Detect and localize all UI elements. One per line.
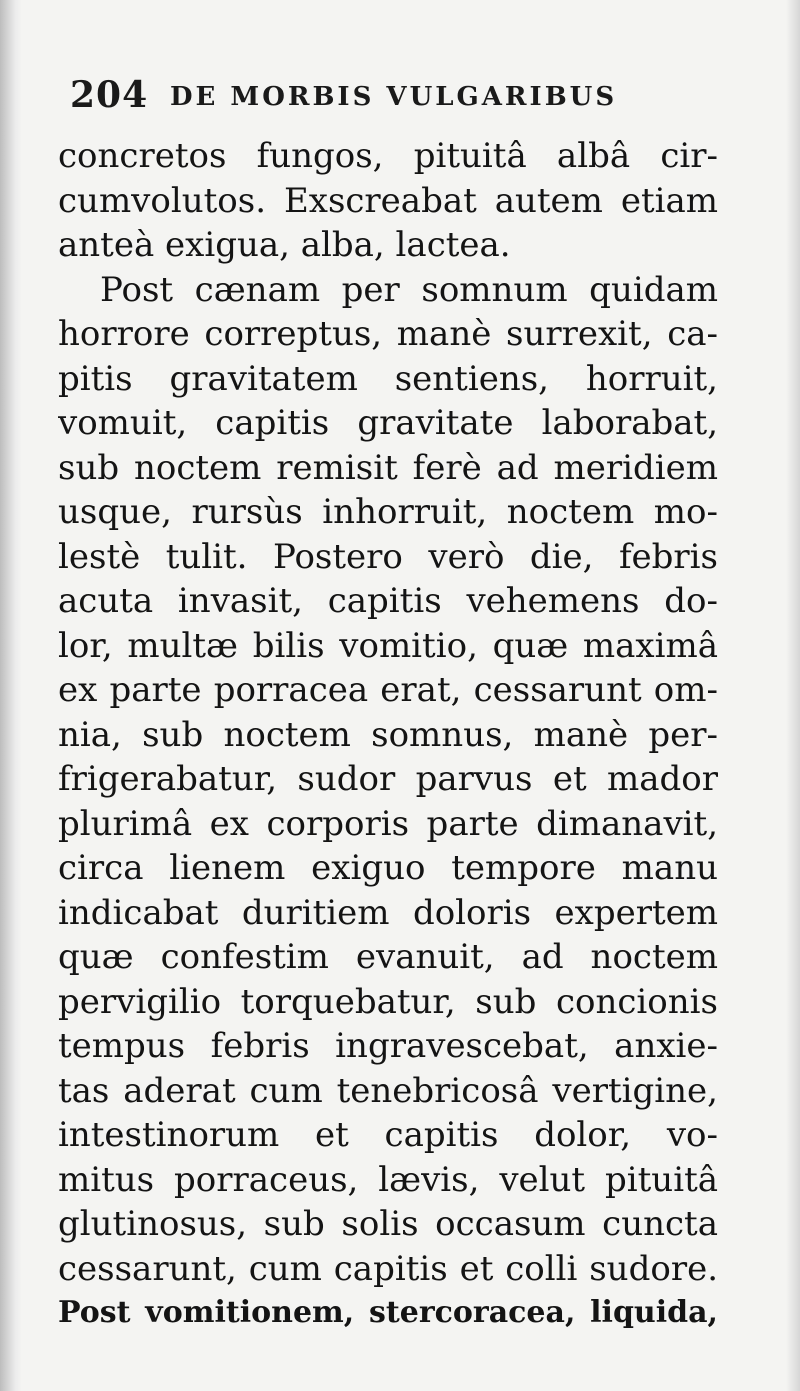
text-line: mitus porraceus, lævis, velut pituitâ — [58, 1159, 718, 1200]
binding-shadow — [0, 0, 22, 1391]
text-line: vomuit, capitis gravitate laborabat, — [58, 403, 718, 443]
text-line: pervigilio torquebatur, sub concionis — [58, 981, 718, 1022]
running-head: DE MORBIS VULGARIBUS — [170, 82, 618, 112]
text-line: sub noctem remisit ferè ad meridiem — [58, 447, 718, 488]
text-line: frigerabatur, sudor parvus et mador — [58, 759, 718, 799]
text-line: ex parte porracea erat, cessarunt om- — [58, 670, 718, 710]
text-line: cumvolutos. Exscreabat autem etiam — [58, 180, 718, 221]
body-text — [58, 134, 718, 1336]
text-line: tempus febris ingravescebat, anxie- — [58, 1026, 718, 1066]
text-line: usque, rursùs inhorruit, noctem mo- — [58, 492, 718, 532]
text-line: concretos fungos, pituitâ albâ cir- — [58, 136, 718, 176]
page-edge — [786, 0, 800, 1391]
text-line: lor, multæ bilis vomitio, quæ maximâ — [58, 625, 718, 666]
text-line: circa lienem exiguo tempore manu — [58, 848, 718, 888]
text-line: cessarunt, cum capitis et colli sudore. — [58, 1248, 718, 1289]
text-line: horrore correptus, manè surrexit, ca- — [58, 314, 718, 354]
text-line: lestè tulit. Postero verò die, febris — [58, 536, 718, 577]
text-line: acuta invasit, capitis vehemens do- — [58, 581, 718, 621]
text-line: intestinorum et capitis dolor, vo- — [58, 1115, 718, 1155]
text-line: tas aderat cum tenebricosâ vertigine, — [58, 1070, 718, 1111]
text-line: Post vomitionem, stercoracea, liquida, — [58, 1295, 718, 1330]
text-line: quæ confestim evanuit, ad noctem — [58, 937, 718, 977]
text-line: glutinosus, sub solis occasum cuncta — [58, 1204, 718, 1244]
text-line: pitis gravitatem sentiens, horruit, — [58, 358, 718, 399]
text-line: nia, sub noctem somnus, manè per- — [58, 714, 718, 755]
text-line: plurimâ ex corporis parte dimanavit, — [58, 803, 718, 844]
text-line: indicabat duritiem doloris expertem — [58, 892, 718, 933]
page-header — [70, 70, 690, 126]
text-line: anteà exigua, alba, lactea. — [58, 225, 511, 265]
paragraph-start-line: Post cænam per somnum quidam — [100, 269, 718, 310]
page-number: 204 — [70, 74, 149, 116]
